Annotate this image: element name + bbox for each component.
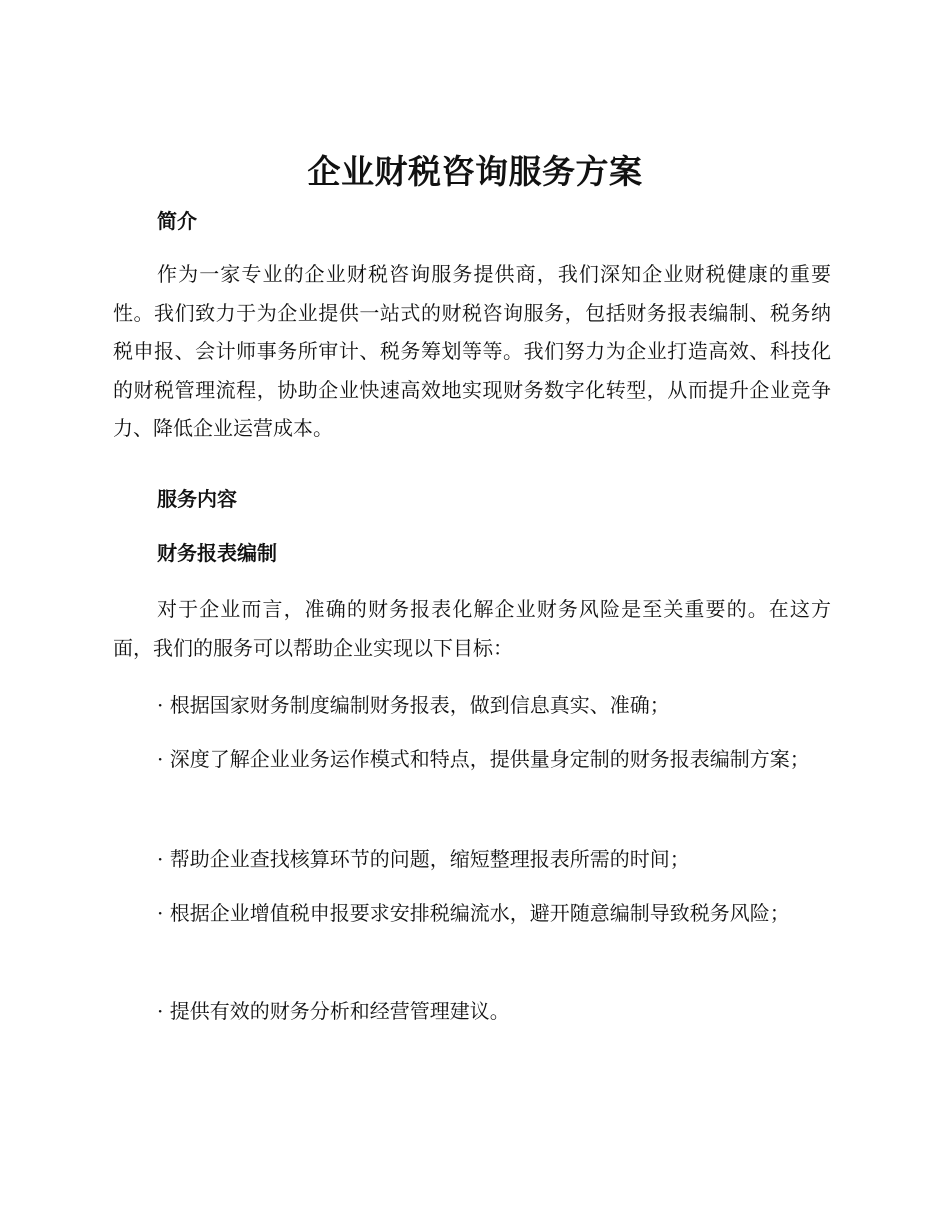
bullet-item-3: · 帮助企业查找核算环节的问题，缩短整理报表所需的时间； xyxy=(157,847,690,871)
financial-reports-paragraph: 对于企业而言，准确的财务报表化解企业财务风险是至关重要的。在这方面，我们的服务可以帮助企业实现以下目标： xyxy=(113,597,831,660)
bullet-item-1: · 根据国家财务制度编制财务报表，做到信息真实、准确； xyxy=(157,693,670,717)
section-heading-intro: 简介 xyxy=(157,209,197,233)
bullet-item-5: · 提供有效的财务分析和经营管理建议。 xyxy=(157,999,510,1023)
section-heading-services: 服务内容 xyxy=(157,487,237,511)
section-heading-financial-reports: 财务报表编制 xyxy=(157,541,277,565)
document-title: 企业财税咨询服务方案 xyxy=(307,152,643,191)
bullet-item-4: · 根据企业增值税申报要求安排税编流水，避开随意编制导致税务风险； xyxy=(157,901,790,925)
bullet-item-2: · 深度了解企业业务运作模式和特点，提供量身定制的财务报表编制方案； xyxy=(157,747,810,771)
intro-paragraph: 作为一家专业的企业财税咨询服务提供商，我们深知企业财税健康的重要性。我们致力于为企业提供一站式的财税咨询服务，包括财务报表编制、税务纳税申报、会计师事务所审计、税务筹划等等。我们努力为企业打造高效、科技化的财税管理流程，协助企业快速高效地实现财务数字化转型，从而提升企业竞争力、降低企业运营成本。 xyxy=(113,262,831,440)
